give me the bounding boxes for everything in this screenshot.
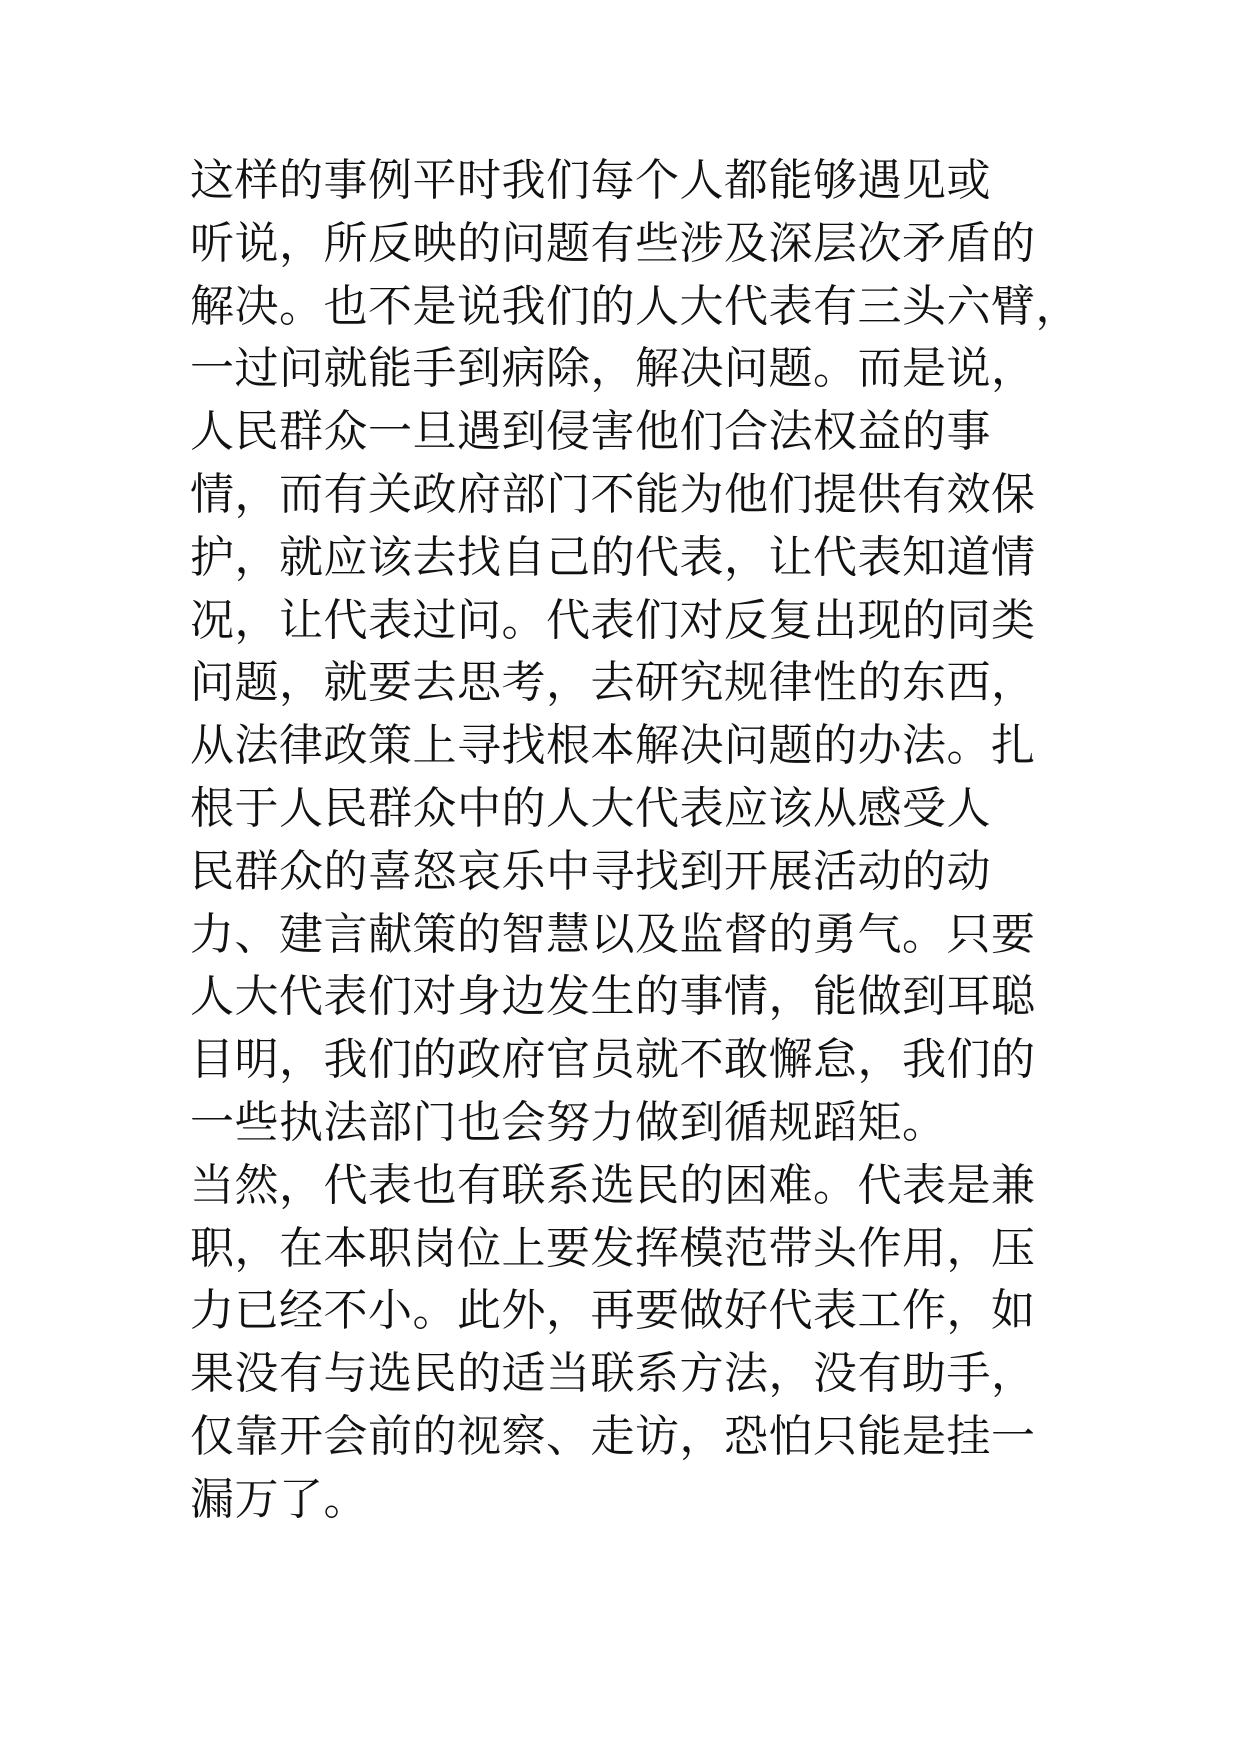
- text-line: 职，在本职岗位上要发挥模范带头作用，压: [190, 1222, 1036, 1274]
- text-line: 人民群众一旦遇到侵害他们合法权益的事: [190, 406, 991, 458]
- text-line: 力、建言献策的智慧以及监督的勇气。只要: [190, 908, 1036, 960]
- text-line: 况，让代表过问。代表们对反复出现的同类: [190, 594, 1036, 646]
- text-line: 果没有与选民的适当联系方法，没有助手，: [190, 1348, 1036, 1400]
- text-line: 一些执法部门也会努力做到循规蹈矩。: [190, 1096, 947, 1148]
- text-line: 听说，所反映的问题有些涉及深层次矛盾的: [190, 217, 1036, 269]
- text-line: 解决。也不是说我们的人大代表有三头六臂，: [190, 280, 1080, 332]
- text-line: 护，就应该去找自己的代表，让代表知道情: [190, 531, 1036, 583]
- text-line: 一过问就能手到病除，解决问题。而是说，: [190, 343, 1036, 395]
- text-line: 仅靠开会前的视察、走访，恐怕只能是挂一: [190, 1410, 1036, 1462]
- text-line: 根于人民群众中的人大代表应该从感受人: [190, 782, 991, 834]
- text-line: 人大代表们对身边发生的事情，能做到耳聪: [190, 971, 1036, 1023]
- body-text: [190, 150, 1090, 1532]
- text-line: 目明，我们的政府官员就不敢懈怠，我们的: [190, 1034, 1036, 1086]
- text-line: 这样的事例平时我们每个人都能够遇见或: [190, 155, 991, 206]
- text-line: 当然，代表也有联系选民的困难。代表是兼: [190, 1159, 1036, 1211]
- text-line: 情，而有关政府部门不能为他们提供有效保: [190, 468, 1036, 520]
- text-line: 从法律政策上寻找根本解决问题的办法。扎: [190, 720, 1036, 772]
- text-line: 力已经不小。此外，再要做好代表工作，如: [190, 1285, 1036, 1337]
- text-line: 漏万了。: [190, 1473, 368, 1525]
- text-line: 民群众的喜怒哀乐中寻找到开展活动的动: [190, 845, 991, 897]
- text-line: 问题，就要去思考，去研究规律性的东西，: [190, 657, 1036, 709]
